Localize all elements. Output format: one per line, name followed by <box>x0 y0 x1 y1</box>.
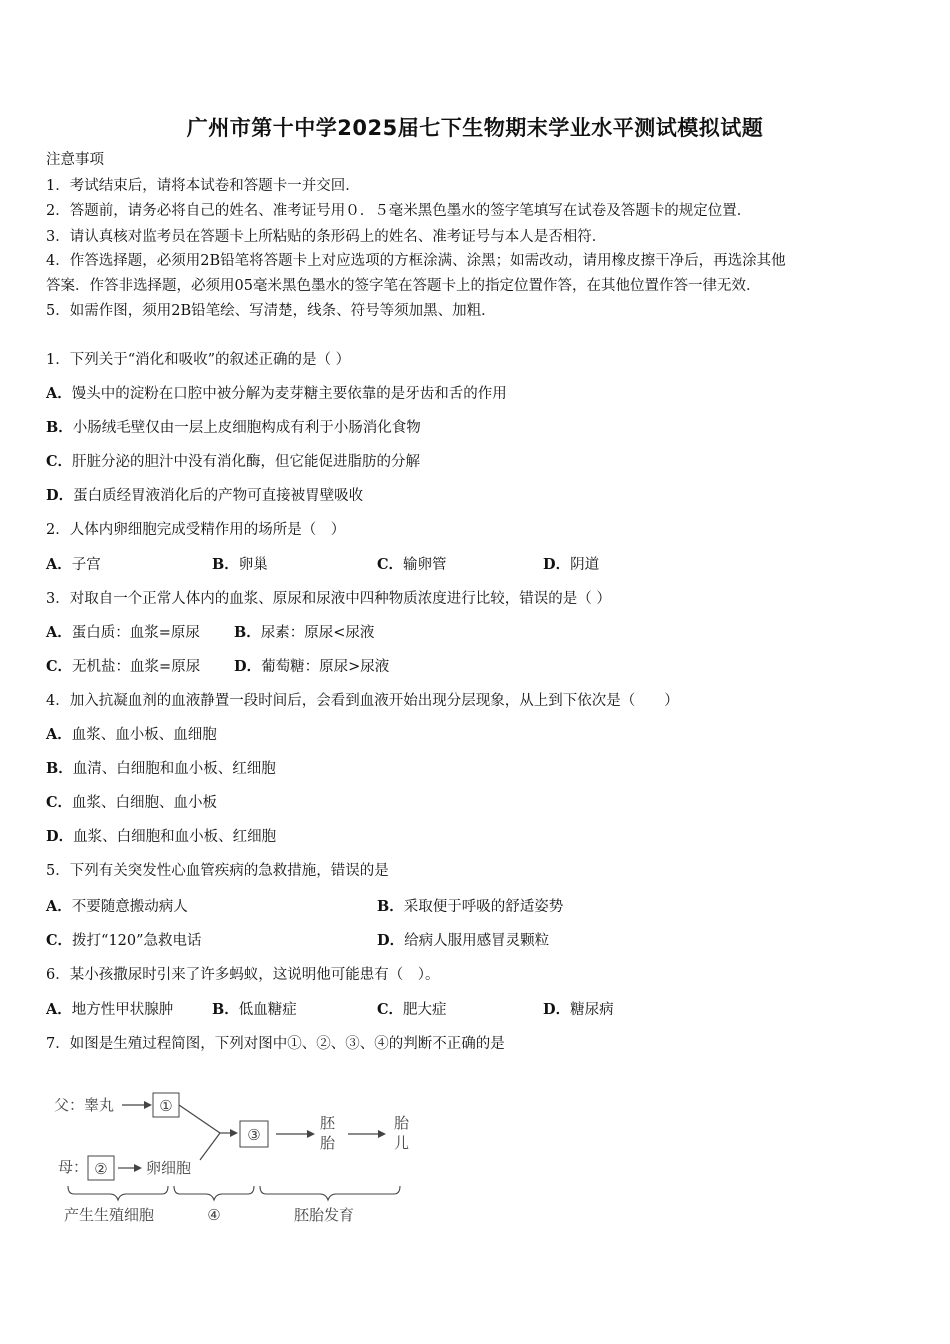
page-title: 广州市第十中学2025届七下生物期末学业水平测试模拟试题 <box>186 116 764 140</box>
option-text: 拨打“120”急救电话 <box>72 933 202 949</box>
q4-option-d <box>46 827 276 847</box>
option-text: 不要随意搬动病人 <box>71 899 188 915</box>
option-text: 阴道 <box>570 557 600 573</box>
q5-option-c <box>46 931 202 951</box>
notice-heading: 注意事项 <box>46 152 104 168</box>
option-label: C． <box>377 556 404 573</box>
option-label: B． <box>46 760 73 777</box>
option-text: 馒头中的淀粉在口腔中被分解为麦芽糖主要依靠的是牙齿和舌的作用 <box>71 386 507 402</box>
option-text: 尿素：原尿<尿液 <box>260 625 375 641</box>
option-text: 无机盐：血浆=原尿 <box>72 659 201 675</box>
q3-option-b <box>234 623 374 643</box>
question-3-stem: 3．对取自一个正常人体内的血浆、原尿和尿液中四种物质浓度进行比较，错误的是（ ） <box>46 591 611 607</box>
q1-option-c <box>46 452 420 472</box>
q3-option-d <box>234 657 389 677</box>
option-text: 肥大症 <box>403 1002 447 1018</box>
arrow-head <box>307 1130 315 1138</box>
box-1-label: ① <box>159 1097 173 1115</box>
option-label: A． <box>46 385 72 402</box>
reproduction-diagram <box>50 1082 420 1232</box>
q6-option-a <box>46 1000 173 1020</box>
option-text: 低血糖症 <box>238 1002 297 1018</box>
q1-option-a <box>46 384 507 404</box>
q2-option-b <box>212 555 268 575</box>
q5-option-b <box>377 897 563 917</box>
option-text: 糖尿病 <box>570 1002 614 1018</box>
option-label: D． <box>377 932 405 949</box>
mother-label: 母： <box>58 1158 89 1176</box>
option-text: 血浆、白细胞、血小板 <box>72 795 218 811</box>
q4-option-c <box>46 793 217 813</box>
option-label: A． <box>46 1001 72 1018</box>
notice-item: 2．答题前，请务必将自己的姓名、准考证号用０．５毫米黑色墨水的签字笔填写在试卷及答题卡的规定位置． <box>46 203 752 219</box>
option-label: B． <box>234 624 261 641</box>
option-label: B． <box>46 419 73 436</box>
question-7-stem: 7．如图是生殖过程简图，下列对图中①、②、③、④的判断不正确的是 <box>46 1036 505 1052</box>
q4-option-a <box>46 725 217 745</box>
q1-option-b <box>46 418 421 438</box>
embryo-label-bottom: 胎 <box>320 1134 336 1152</box>
q4-option-b <box>46 759 276 779</box>
option-text: 血浆、血小板、血细胞 <box>71 727 217 743</box>
box-2-label: ② <box>94 1160 108 1178</box>
arrow-head <box>134 1164 142 1172</box>
q6-option-c <box>377 1000 447 1020</box>
option-text: 血清、白细胞和血小板、红细胞 <box>72 761 276 777</box>
option-label: C． <box>46 932 73 949</box>
q3-option-a <box>46 623 200 643</box>
notice-item: 答案．作答非选择题，必须用05毫米黑色墨水的签字笔在答题卡上的指定位置作答，在其他位置作答一律无效． <box>46 278 761 294</box>
connector-line <box>200 1133 220 1160</box>
q2-option-d <box>543 555 599 575</box>
option-text: 葡萄糖：原尿>尿液 <box>261 659 390 675</box>
option-text: 输卵管 <box>403 557 447 573</box>
q3-option-c <box>46 657 200 677</box>
father-label: 父：睾丸 <box>54 1096 115 1114</box>
option-text: 给病人服用感冒灵颗粒 <box>404 933 550 949</box>
notice-item: 5．如需作图，须用2B铅笔绘、写清楚，线条、符号等须加黑、加粗． <box>46 303 496 319</box>
option-label: C． <box>46 453 73 470</box>
notice-item: 3．请认真核对监考员在答题卡上所粘贴的条形码上的姓名、准考证号与本人是否相符． <box>46 229 607 245</box>
box-3-label: ③ <box>247 1126 261 1144</box>
embryo-label-top: 胚 <box>320 1114 336 1132</box>
option-label: B． <box>377 898 404 915</box>
option-label: A． <box>46 726 72 743</box>
q5-option-d <box>377 931 549 951</box>
option-label: A． <box>46 624 72 641</box>
brace-development <box>260 1186 400 1200</box>
option-text: 小肠绒毛壁仅由一层上皮细胞构成有利于小肠消化食物 <box>72 420 421 436</box>
question-4-stem: 4．加入抗凝血剂的血液静置一段时间后，会看到血液开始出现分层现象，从上到下依次是（ ） <box>46 693 679 709</box>
egg-label: 卵细胞 <box>146 1159 192 1177</box>
option-label: D． <box>543 556 571 573</box>
option-label: C． <box>46 794 73 811</box>
option-label: C． <box>377 1001 404 1018</box>
question-6-stem: 6．某小孩撒尿时引来了许多蚂蚁，这说明他可能患有（ ）。 <box>46 967 440 983</box>
arrow-head <box>378 1130 386 1138</box>
question-5-stem: 5．下列有关突发性心血管疾病的急救措施，错误的是 <box>46 863 389 879</box>
notice-item: 4．作答选择题，必须用2B铅笔将答题卡上对应选项的方框涂满、涂黑；如需改动，请用橡皮擦干净后，再选涂其他 <box>46 253 786 269</box>
q1-option-d <box>46 486 363 506</box>
option-label: D． <box>46 487 74 504</box>
option-label: C． <box>46 658 73 675</box>
connector-line <box>179 1105 220 1133</box>
option-label: D． <box>543 1001 571 1018</box>
q6-option-d <box>543 1000 614 1020</box>
brace-fertilization <box>174 1186 254 1200</box>
option-label: D． <box>234 658 262 675</box>
option-text: 蛋白质经胃液消化后的产物可直接被胃壁吸收 <box>73 488 364 504</box>
option-text: 子宫 <box>71 557 101 573</box>
notice-item: 1．考试结束后，请将本试卷和答题卡一并交回． <box>46 178 360 194</box>
arrow-head <box>230 1129 238 1137</box>
option-label: B． <box>212 1001 239 1018</box>
question-2-stem: 2．人体内卵细胞完成受精作用的场所是（ ） <box>46 522 346 538</box>
question-1-stem: 1．下列关于“消化和吸收”的叙述正确的是（ ） <box>46 352 351 368</box>
fetus-label-top: 胎 <box>394 1114 410 1132</box>
option-label: B． <box>212 556 239 573</box>
fetus-label-bottom: 儿 <box>394 1134 410 1152</box>
label-4: ④ <box>207 1206 221 1224</box>
label-gamete: 产生生殖细胞 <box>64 1206 155 1224</box>
arrow-head <box>144 1101 152 1109</box>
q2-option-a <box>46 555 101 575</box>
option-text: 采取便于呼吸的舒适姿势 <box>403 899 564 915</box>
option-text: 肝脏分泌的胆汁中没有消化酶，但它能促进脂肪的分解 <box>72 454 421 470</box>
option-text: 卵巢 <box>238 557 268 573</box>
q2-option-c <box>377 555 447 575</box>
option-text: 蛋白质：血浆=原尿 <box>71 625 200 641</box>
label-development: 胚胎发育 <box>294 1206 355 1224</box>
option-label: A． <box>46 898 72 915</box>
q5-option-a <box>46 897 188 917</box>
q6-option-b <box>212 1000 297 1020</box>
option-text: 血浆、白细胞和血小板、红细胞 <box>73 829 277 845</box>
option-label: D． <box>46 828 74 845</box>
option-text: 地方性甲状腺肿 <box>71 1002 174 1018</box>
brace-gamete <box>68 1186 168 1200</box>
option-label: A． <box>46 556 72 573</box>
